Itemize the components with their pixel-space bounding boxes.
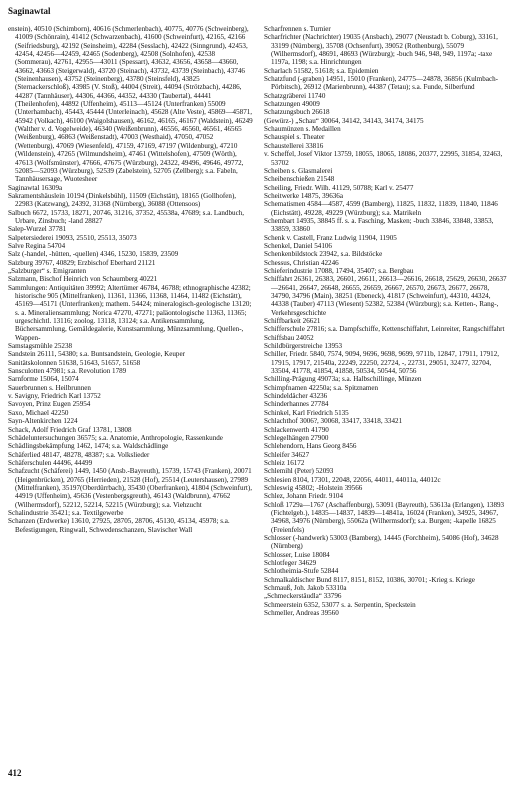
index-entry: (Gewürz-) „Schau“ 30064, 34142, 34143, 34174, 34175 — [264, 116, 424, 125]
index-entry: Schieferindustrie 17088, 17494, 35407; s.a. Bergbau — [264, 266, 414, 275]
index-entry: Schädlingsbekämpfung 1462, 1474; s.a. Waldschädlinge — [8, 442, 169, 451]
index-entry: Schenkenbildstock 23942, s.a. Bildstöcke — [264, 250, 383, 259]
index-entry: Schaustellerei 33816 — [264, 141, 324, 150]
index-entry: Salep-Wurzel 37781 — [8, 225, 67, 234]
index-entry: Schmeerstein 6352, 53077 s. a. Serpentin, Speckstein — [264, 600, 416, 609]
index-entry: Schifferschule 27816; s.a. Dampfschiffe, Kettenschiffahrt, Leinreiter, Rangschiffahrt — [264, 325, 505, 334]
index-entry: Schessus, Christian 42246 — [264, 258, 339, 267]
index-entry: Schlotheimia-Stufe 52844 — [264, 567, 339, 576]
index-column-left — [8, 25, 253, 534]
index-entry: Schiller, Friedr. 5840, 7574, 9094, 9696, 9698, 9699, 9711b, 12847, 17911, 17912, 17915, 17917, 21540a, 22249, 22250, 22724, -, 22731, 29051, 32477, 32704, 33504, 41778, 41854, 41858, 50534, 50544, 50756 — [264, 350, 500, 376]
index-entry: Schatzungen 49009 — [264, 100, 320, 109]
index-entry: Schanzen (Erdwerke) 13610, 27925, 28705, 28706, 45130, 45134, 45978; s.a. Befestigungen, Ringwall, Schwedenschanzen, Slavischer Wall — [8, 517, 230, 534]
index-entry: Samstagsmühle 25238 — [8, 342, 73, 351]
index-entry: Schleiz 16172 — [264, 458, 305, 467]
index-entry: Schlosser (-handwerk) 53003 (Bamberg), 14445 (Forchheim), 54086 (Hof), 34628 (Nürnberg) — [264, 533, 499, 551]
index-entry: Schäferlied 48147, 48278, 48387; s.a. Volkslieder — [8, 450, 150, 459]
index-entry: Sandstein 26111, 54380; s.a. Buntsandstein, Geologie, Keuper — [8, 350, 185, 359]
index-entry: Schmeller, Andreas 39560 — [264, 609, 339, 618]
index-entry: Salve Regina 54704 — [8, 241, 66, 250]
index-entry: Salz (-handel, -hütten, -quellen) 4346, 15230, 15839, 23509 — [8, 250, 179, 259]
index-entry: Sammlungen: Antiquitäten 39992; Altertümer 46784, 46788; ethnographische 42382; historische 905 (Mittelfranken), 11361, 11366, 11368, 11464, 11482 (Eichstätt), 45169—45171 (Unterfranken); mathem. 54424; mineralogisch-geologische 13120; s. a. Mineraliensammlung; Norica 47270, 47271; paläontologische 11363, 11365; urgeschichtl. 13116; zoolog. 13118, 13124; s.a. Antikensammlung, Büchersammlung, Gemäldegalerie, Kunstsammlung, Münzsammlung, Quellen-, Wappen- — [8, 283, 252, 342]
index-entry: Saxo, Michael 42250 — [8, 408, 69, 417]
index-entry: Schalindustrie 35421; s.a. Textilgewerbe — [8, 508, 124, 517]
index-entry: Schembart 14935, 38845 ff. s. a. Fasching, Masken; -buch 33846, 33848, 33853, 33859, 33860 — [264, 216, 494, 234]
index-entry: Schiffbarkeit 26621 — [264, 317, 321, 326]
index-entry: Sakramentshäuslein 10194 (Dinkelsbühl), 11509 (Eichstätt), 18165 (Gollhofen), 22983 (Katzwang), 24392, 31368 (Nürnberg), 36088 (Ottensoos) — [8, 191, 237, 209]
index-entry: Sayn-Altenkirchen 1224 — [8, 417, 78, 426]
index-entry: Schlemihl (Peter) 52093 — [264, 467, 334, 476]
index-entry: Saginawtal 16309a — [8, 183, 63, 192]
index-entry: Schlesien 8104, 17301, 22048, 22056, 44011, 44011a, 44012c — [264, 475, 441, 484]
index-entry: Scheitwerke 14875, 39636a — [264, 191, 343, 200]
page-number: 412 — [8, 768, 22, 778]
index-entry: Sauerbrunnen s. Heilbrunnen — [8, 383, 91, 392]
index-entry: Schack, Adolf Friedrich Graf 13781, 13808 — [8, 425, 132, 434]
index-entry: Schaumünzen s. Medaillen — [264, 125, 341, 134]
index-entry: Sansculotten 47981; s.a. Revolution 1789 — [8, 367, 127, 376]
index-entry: Schlachthof 3006?, 30068, 33417, 33418, 33421 — [264, 417, 403, 426]
index-entry: Schimpfnamen 42250a; s.a. Spitznamen — [264, 383, 379, 392]
index-entry: Schenkel, Daniel 54106 — [264, 241, 332, 250]
index-entry: Schinderhannes 27784 — [264, 400, 329, 409]
index-entry: Salpetersiederei 19093, 25510, 25513, 35073 — [8, 233, 137, 242]
index-entry: Sarnforme 15064, 15074 — [8, 375, 79, 384]
index-entry: v. Scheffel, Josef Viktor 13759, 18055, 18065, 18086, 20377, 22995, 31854, 32463, 53702 — [264, 150, 503, 167]
index-entry: Schilling-Prägung 49073a; s.a. Halbschillinge, Münzen — [264, 375, 422, 384]
index-entry: Schiffahrt 26361, 26383, 26601, 26611, 26613—26616, 26618, 25629, 26630, 26637—26641, 26647, 26648, 26655, 26659, 26667, 26570, 26673, 26677, 26678, 34790, 34796 (Main), 38251 (Ebeneck), 41817 (Schweinfurt), 44310, 44324, 44338 (Tauber) 47113 (Wiesent) 52382, 52384 (Würzburg); s.a. Ketten-, Rang-, Verkehrsgeschichte — [264, 275, 507, 317]
index-entry: Schafzucht (Schäferei) 1449, 1450 (Ansb.-Bayreuth), 15739, 15743 (Franken), 20071 (Heigenbrücken), 20765 (Herrieden), 21528 (Hof), 25514 (Leutershausen), 27989 (Mittelfranken), 35197(Oberdürrbach), 35430 (Oberfranken), 41804 (Schweinfurt), 44919 (Uffenheim), 45636 (Vestenbergsgreuth), 46143 (Waldbrunn), 47662 (Wilhermsdorf), 52212, 52214, 52215 (Würzburg); s.a. Viehzucht — [8, 467, 252, 509]
index-entry: Schauspiel s. Theater — [264, 133, 325, 142]
index-entry: Schlackenwerth 41790 — [264, 425, 329, 434]
index-entry: Schloß 1729a—1767 (Aschaffenburg), 53091 (Bayreuth), 53613a (Erlangen), 13893 (Fichtelgeb.), 14835—14837, 14839—14841a, 16024 (Franken), 34925, 34967, 34968, 34976 (Nürnberg), 55062a (Wilhermsdorf); s.a. Burgen; -kapelle 16825 (Freienfels) — [264, 500, 505, 534]
index-entry: Schäferschulen 44496, 44499 — [8, 458, 93, 467]
index-entry: Schlez, Johann Friedr. 9104 — [264, 492, 344, 501]
index-entry: Schädeluntersuchungen 36575; s.a. Anatomie, Anthropologie, Rassenkunde — [8, 433, 223, 442]
index-entry: Schlotfeger 34629 — [264, 559, 317, 567]
index-entry: Scharfrennen s. Turnier — [264, 25, 331, 33]
index-entry: Schmauß, Joh. Jakob 53310a — [264, 584, 347, 593]
index-column-right — [264, 25, 509, 617]
index-entry: Salbuch 6672, 15733, 18271, 20746, 31216, 37352, 45538a, 47689; s.a. Landbuch, Urbare, Zinsbuch; -land 28827 — [8, 208, 245, 225]
index-entry: Scharfrichter (Nachrichter) 19035 (Ansbach), 29077 (Neustadt b. Coburg), 33161, 33199 (Nürnberg), 35708 (Ochsenfurt), 39052 (Rothenburg), 55079 (Wilhermsdorf), 48691, 48693 (Würzburg); -buch 946, 948, 949, 1197a; -taxe 1197a, 1198; s.a. Hinrichtungen — [264, 33, 498, 67]
index-entry: Schindeldächer 43236 — [264, 392, 328, 401]
index-entry: Salzburg 39767, 40829; Erzbischof Eberhard 21121 — [8, 258, 156, 267]
index-entry: Schatzfund (-graben) 14951, 15010 (Franken), 24775—24878, 36856 (Kulmbach-Pörbitsch), 26912 (Marienbrunn), 44387 (Tetau); s.a. Funde, Silberfund — [264, 75, 499, 92]
index-entry: Scharlach 51582, 51618; s.a. Epidemien — [264, 66, 379, 75]
index-entry: Schatzungsbuch 26618 — [264, 108, 330, 117]
index-entry: Schlegelhängen 27900 — [264, 433, 329, 442]
index-entry: Schlosser, Luise 18084 — [264, 550, 330, 559]
index-entry: „Schmeckerstäudla“ 33796 — [264, 592, 342, 601]
index-entry: Scheibenschießen 21548 — [264, 175, 335, 184]
index-entry: Salzmann, Bischof Heinrich von Schaumberg 40221 — [8, 275, 158, 284]
index-entry: Schmalkaldischer Bund 8117, 8151, 8152, 10386, 30701; -Krieg s. Kriege — [264, 575, 475, 584]
index-entry: Schematismen 4584—4587, 4599 (Bamberg), 11825, 11832, 11839, 11840, 11846 (Eichstätt), 49228, 49229 (Würzburg); s.a. Matrikeln — [264, 200, 498, 217]
index-entry: Schlehendorn, Hans Georg 8456 — [264, 442, 357, 451]
running-header: Saginawtal — [8, 6, 51, 16]
index-entry: Schinkel, Karl Friedrich 5135 — [264, 408, 349, 417]
index-entry: Schleswig 45802; -Holstein 39566 — [264, 483, 363, 492]
index-entry: „Salzburger“ s. Emigranten — [8, 266, 87, 275]
index-entry: Schleifer 34627 — [264, 450, 310, 459]
index-entry: enstein), 40510 (Schimborn), 40616 (Schmerlenbach), 40775, 40776 (Schweinberg), 41009 (Schönrain), 41412 (Schwarzenbach), 41600 (Schweinfurt), 42165, 42166 (Seifriedsburg), 42192 (Seinsheim), 42284 (Sesslach), 42422 (Sinngrund), 42453, 42454, 42456—42459, 42465 (Sodenberg), 42508 (Solnhofen), 42538 (Sommerau), 42761, 42955—43011 (Spessart), 43632, 43656, 43658—43660, 43662, 43663 (Steigerwald), 43720 (Steinach), 43732, 43739 (Steinbach), 43746 (Steinenhausen), 43752 (Steinenberg), 43780 (Steinsfeld), 43825 (Sternackerschloß), 43985 (V. Stoß), 44004 (Streit), 44094 (Strötzbach), 44286, 44287 (Tannhäuser), 44306, 44366, 44352, 44330 (Taubertal), 44441 (Theilenhofen), 44892 (Uffenheim), 45113—45124 (Unterfranken) 55009 (Unterhambach), 45443, 45444 (Unterleinach), 45628 (Alte Veste), 45869—45871, 45942 (Volkach), 46100 (Waigolshausen), 46162, 46165, 46167 (Waldstein), 46249 (Walther v. d. Vogelweide), 46340 (Weißenbrunn), 46556, 46560, 46561, 46565 (Weißenburg), 46863 (Weißenstadt), 47003 (Westhaid), 47050, 47052 (Wettenburg), 47069 (Wiesenfeld), 47159, 47169, 47197 (Wildenburg), 47210 (Wildenstein), 47265 (Wilmundsheim), 47461 (Wittelshofen), 47509 (Wörth), 47613 (Wolfsmünster), 47666, 47675 (Würzburg), 24322, 49496, 49646, 49772, 52085—52093 (Würzburg), 52539 (Zabelstein), 52705 (Zellberg); s.a. Fabeln, Tannhäusersage, Wuotesheer — [8, 25, 253, 184]
index-entry: Scheiling, Friedr. Wilh. 41129, 50788; Karl v. 25477 — [264, 183, 414, 192]
index-entry: Sanitätskolonnen 51638, 51643, 51657, 51658 — [8, 358, 141, 367]
index-entry: Scheiben s. Glasmalerei — [264, 166, 333, 175]
index-entry: Schiffsbau 24052 — [264, 333, 314, 342]
index-entry: Schenk v. Castell, Franz Ludwig 11904, 11905 — [264, 233, 397, 242]
index-entry: Schatzgräberei 11740 — [264, 91, 326, 100]
index-entry: v. Savigny, Friedrich Karl 13752 — [8, 392, 101, 401]
index-entry: Schildbürgerstreiche 13953 — [264, 342, 343, 351]
index-entry: Savoyen, Prinz Eugen 25954 — [8, 400, 91, 409]
